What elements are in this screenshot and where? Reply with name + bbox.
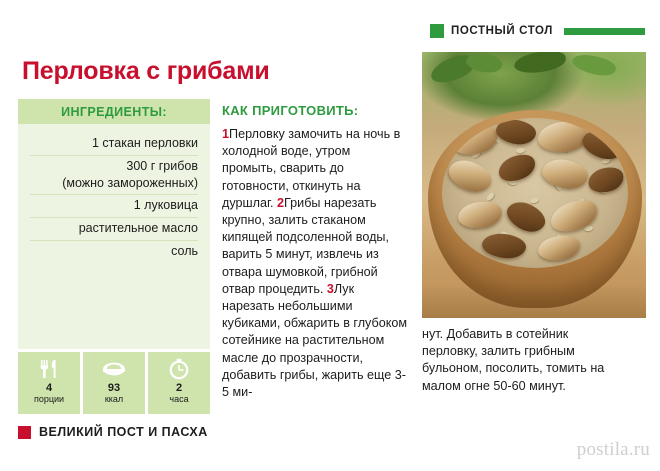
grain [529, 197, 539, 205]
step-number: 3 [326, 281, 334, 296]
step-text: Грибы нарезать крупно, залить стаканом кипящей подсоленной воды, варить 5 минут, извлечь из отвара шумовкой, грибной отвар процедить. [222, 195, 389, 296]
footer [18, 425, 208, 439]
watermark: postila.ru [576, 439, 650, 460]
info-badge-time [148, 352, 210, 414]
mushroom-slice [540, 156, 590, 192]
step-text: Лук нарезать небольшими кубиками, обжарить в глубоком сотейнике на растительном масле до прозрачности, добавить грибы, жарить еще 3-5 ми- [222, 281, 408, 400]
mushroom-slice [537, 119, 590, 154]
mushroom-slice [456, 199, 503, 231]
footer-square-icon [18, 426, 31, 439]
timer-icon [168, 358, 190, 380]
info-label: ккал [104, 394, 124, 404]
step-number: 2 [277, 195, 285, 210]
mushroom-slice [481, 232, 527, 260]
grain [486, 191, 496, 201]
ingredient-text: растительное масло [78, 221, 198, 235]
ingredient-text: 1 луковица [133, 198, 198, 212]
instructions-continuation: нут. Добавить в сотейник перловку, залить грибным бульоном, посолить, томить на малом огне 50-60 минут. [422, 327, 605, 393]
info-label: порции [33, 394, 65, 404]
section-header [430, 22, 645, 40]
ingredient-text: соль [171, 244, 198, 258]
info-label: часа [169, 394, 189, 404]
info-value: 4 [45, 382, 53, 394]
ingredient-subtext: (можно замороженных) [62, 176, 198, 190]
section-header-label: ПОСТНЫЙ СТОЛ [451, 25, 553, 37]
ingredient-text: 1 стакан перловки [91, 136, 198, 150]
mushroom-slice [585, 164, 626, 197]
instructions-column [222, 99, 408, 401]
list-item [30, 218, 198, 241]
footer-label: ВЕЛИКИЙ ПОСТ И ПАСХА [39, 425, 208, 439]
ingredients-heading [18, 99, 210, 124]
info-badge-portions [18, 352, 80, 414]
ingredients-heading-label: ИНГРЕДИЕНТЫ: [61, 104, 167, 119]
instructions-heading: КАК ПРИГОТОВИТЬ: [222, 103, 359, 118]
list-item [30, 156, 198, 195]
mushroom-slice [495, 150, 539, 186]
list-item [30, 133, 198, 156]
step-number: 1 [222, 127, 230, 141]
ingredients-list [18, 124, 210, 263]
grain [516, 147, 526, 153]
recipe-photo [422, 52, 646, 318]
mushroom-slice [547, 195, 602, 238]
info-value: 93 [107, 382, 121, 394]
mushroom-slice [444, 155, 495, 197]
mushroom-slice [495, 118, 538, 147]
page-title: Перловка с грибами [22, 57, 270, 85]
info-badge-calories [83, 352, 145, 414]
list-item [30, 195, 198, 218]
list-item [30, 241, 198, 263]
step-text: Перловку замочить на ночь в холодной воде, утром промыть, сварить до готовности, откинуть на дуршлаг. [222, 127, 401, 210]
recipe-info-strip [18, 352, 210, 414]
cutlery-icon [38, 358, 60, 380]
mushroom-slice [536, 233, 582, 264]
ingredients-panel [18, 99, 210, 349]
header-rule [564, 28, 645, 35]
mushroom-slice [502, 197, 549, 238]
ingredient-text: 300 г грибов [126, 159, 198, 173]
instructions-body [222, 126, 408, 401]
info-value: 2 [175, 382, 183, 394]
plate-icon [102, 358, 126, 380]
bowl [428, 110, 642, 308]
bowl-contents [442, 118, 628, 268]
header-square-icon [430, 24, 444, 38]
photo-shadow [422, 284, 646, 318]
